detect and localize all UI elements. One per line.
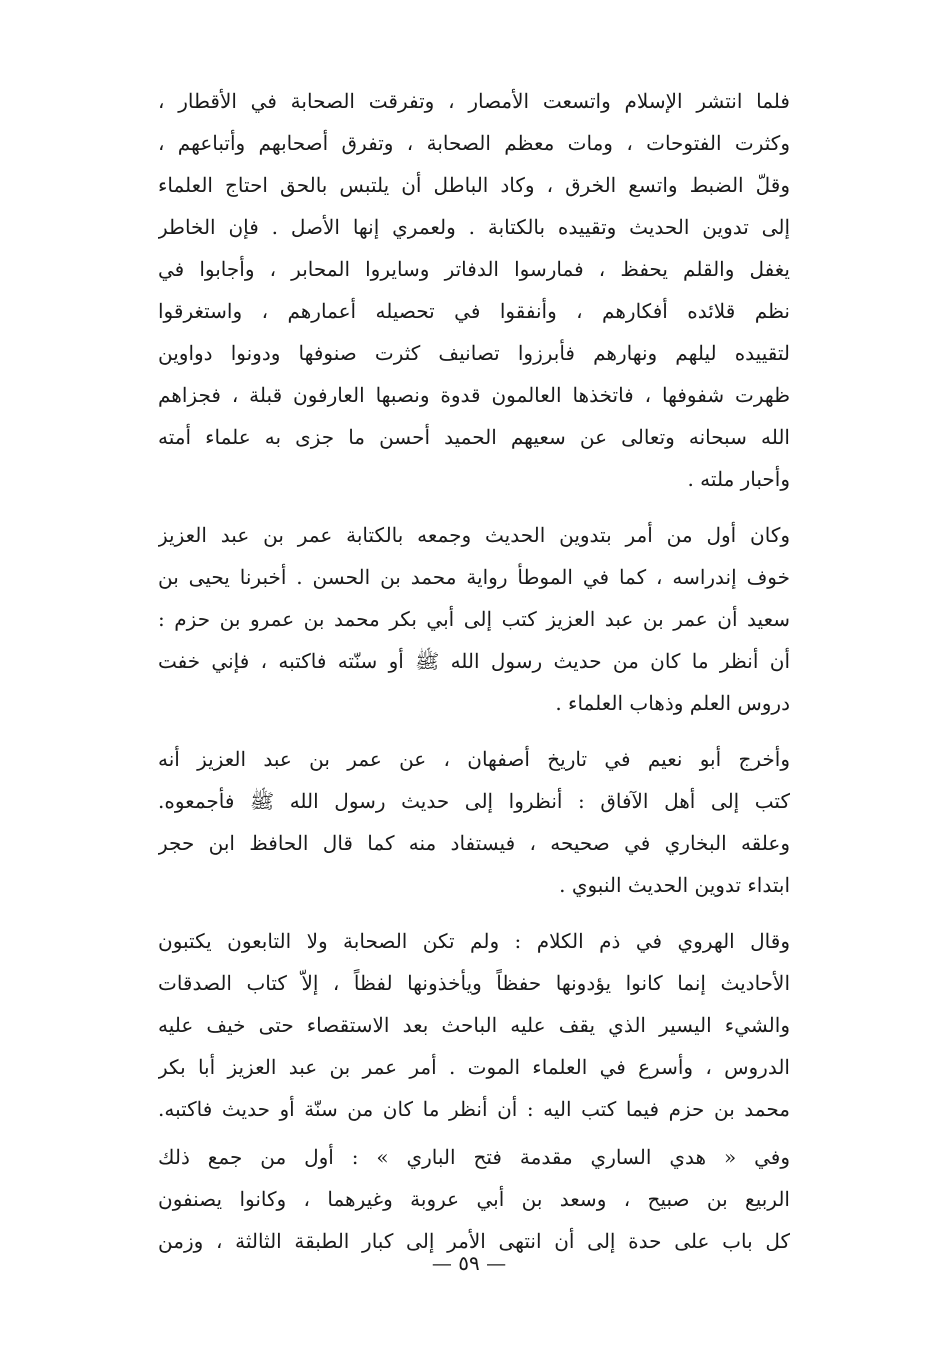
paragraph-4 <box>158 920 790 1130</box>
text-line: لتقييده ليلهم ونهارهم فأبرزوا تصانيف كثرت صنوفها ودونوا دواوين <box>158 341 790 365</box>
text-line: دروس العلم وذهاب العلماء . <box>555 691 790 715</box>
paragraph-5 <box>158 1136 790 1262</box>
paragraph-gap <box>158 500 790 514</box>
text-line: إلى تدوين الحديث وتقييده بالكتابة . ولعمري إنها الأصل . فإن الخاطر <box>158 215 790 239</box>
paragraph-3 <box>158 738 790 906</box>
text-line: سعيد أن عمر بن عبد العزيز كتب إلى أبي بكر محمد بن عمرو بن حزم : <box>158 607 790 631</box>
text-line: يغفل والقلم يحفظ ، فمارسوا الدفاتر وسايروا المحابر ، وأجابوا في <box>158 257 790 281</box>
text-line: وكان أول من أمر بتدوين الحديث وجمعه بالكتابة عمر بن عبد العزيز <box>158 523 790 547</box>
text-line: محمد بن حزم فيما كتب اليه : أن أنظر ما كان من سنّة أو حديث فاكتبه. <box>158 1097 790 1121</box>
text-line: أن أنظر ما كان من حديث رسول الله ﷺ أو سنّته فاكتبه ، فإني خفت <box>158 649 790 673</box>
text-line: وأحبار ملته . <box>687 467 790 491</box>
text-line: الأحاديث إنما كانوا يؤدونها حفظاً ويأخذونها لفظاً ، إلاّ كتاب الصدقات <box>158 971 790 995</box>
text-line: وأخرج أبو نعيم في تاريخ أصفهان ، عن عمر بن عبد العزيز أنه <box>158 747 790 771</box>
paragraph-gap <box>158 724 790 738</box>
text-line: وعلقه البخاري في صحيحه ، فيستفاد منه كما قال الحافظ ابن حجر <box>158 831 790 855</box>
text-line: كل باب على حدة إلى أن انتهى الأمر إلى كبار الطبقة الثالثة ، وزمن <box>158 1229 790 1253</box>
text-line: الدروس ، وأسرع في العلماء الموت . أمر عمر بن عبد العزيز أبا بكر <box>158 1055 790 1079</box>
text-line: وقلّ الضبط واتسع الخرق ، وكاد الباطل أن يلتبس بالحق احتاج العلماء <box>158 173 790 197</box>
text-line: وكثرت الفتوحات ، ومات معظم الصحابة ، وتفرق أصحابهم وأتباعهم ، <box>158 131 790 155</box>
text-line: وفي « هدي الساري مقدمة فتح الباري » : أول من جمع ذلك <box>158 1145 790 1169</box>
text-line: والشيء اليسير الذي يقف عليه الباحث بعد الاستقصاء حتى خيف عليه <box>158 1013 790 1037</box>
text-line: ظهرت شفوفها ، فاتخذها العالمون قدوة ونصبها العارفون قبلة ، فجزاهم <box>158 383 790 407</box>
text-line: الربيع بن صبيح ، وسعد بن أبي عروبة وغيرهما ، وكانوا يصنفون <box>158 1187 790 1211</box>
text-line: فلما انتشر الإسلام واتسعت الأمصار ، وتفرقت الصحابة في الأقطار ، <box>158 89 790 113</box>
paragraph-gap <box>158 906 790 920</box>
body-text <box>158 80 790 1262</box>
text-line: الله سبحانه وتعالى عن سعيهم الحميد أحسن ما جزى به علماء أمته <box>158 425 790 449</box>
text-line: وقال الهروي في ذم الكلام : ولم تكن الصحابة ولا التابعون يكتبون <box>158 929 790 953</box>
paragraph-1 <box>158 80 790 500</box>
text-line: نظم قلائده أفكارهم ، وأنفقوا في تحصيله أعمارهم ، واستغرقوا <box>158 299 790 323</box>
text-line: ابتداء تدوين الحديث النبوي . <box>559 873 790 897</box>
page-number: — ٥٩ — <box>431 1251 507 1275</box>
text-line: كتب إلى أهل الآفاق : أنظروا إلى حديث رسول الله ﷺ فأجمعوه. <box>158 789 790 813</box>
paragraph-2 <box>158 514 790 724</box>
text-line: خوف إندراسه ، كما في الموطأ رواية محمد بن الحسن . أخبرنا يحيى بن <box>158 565 790 589</box>
